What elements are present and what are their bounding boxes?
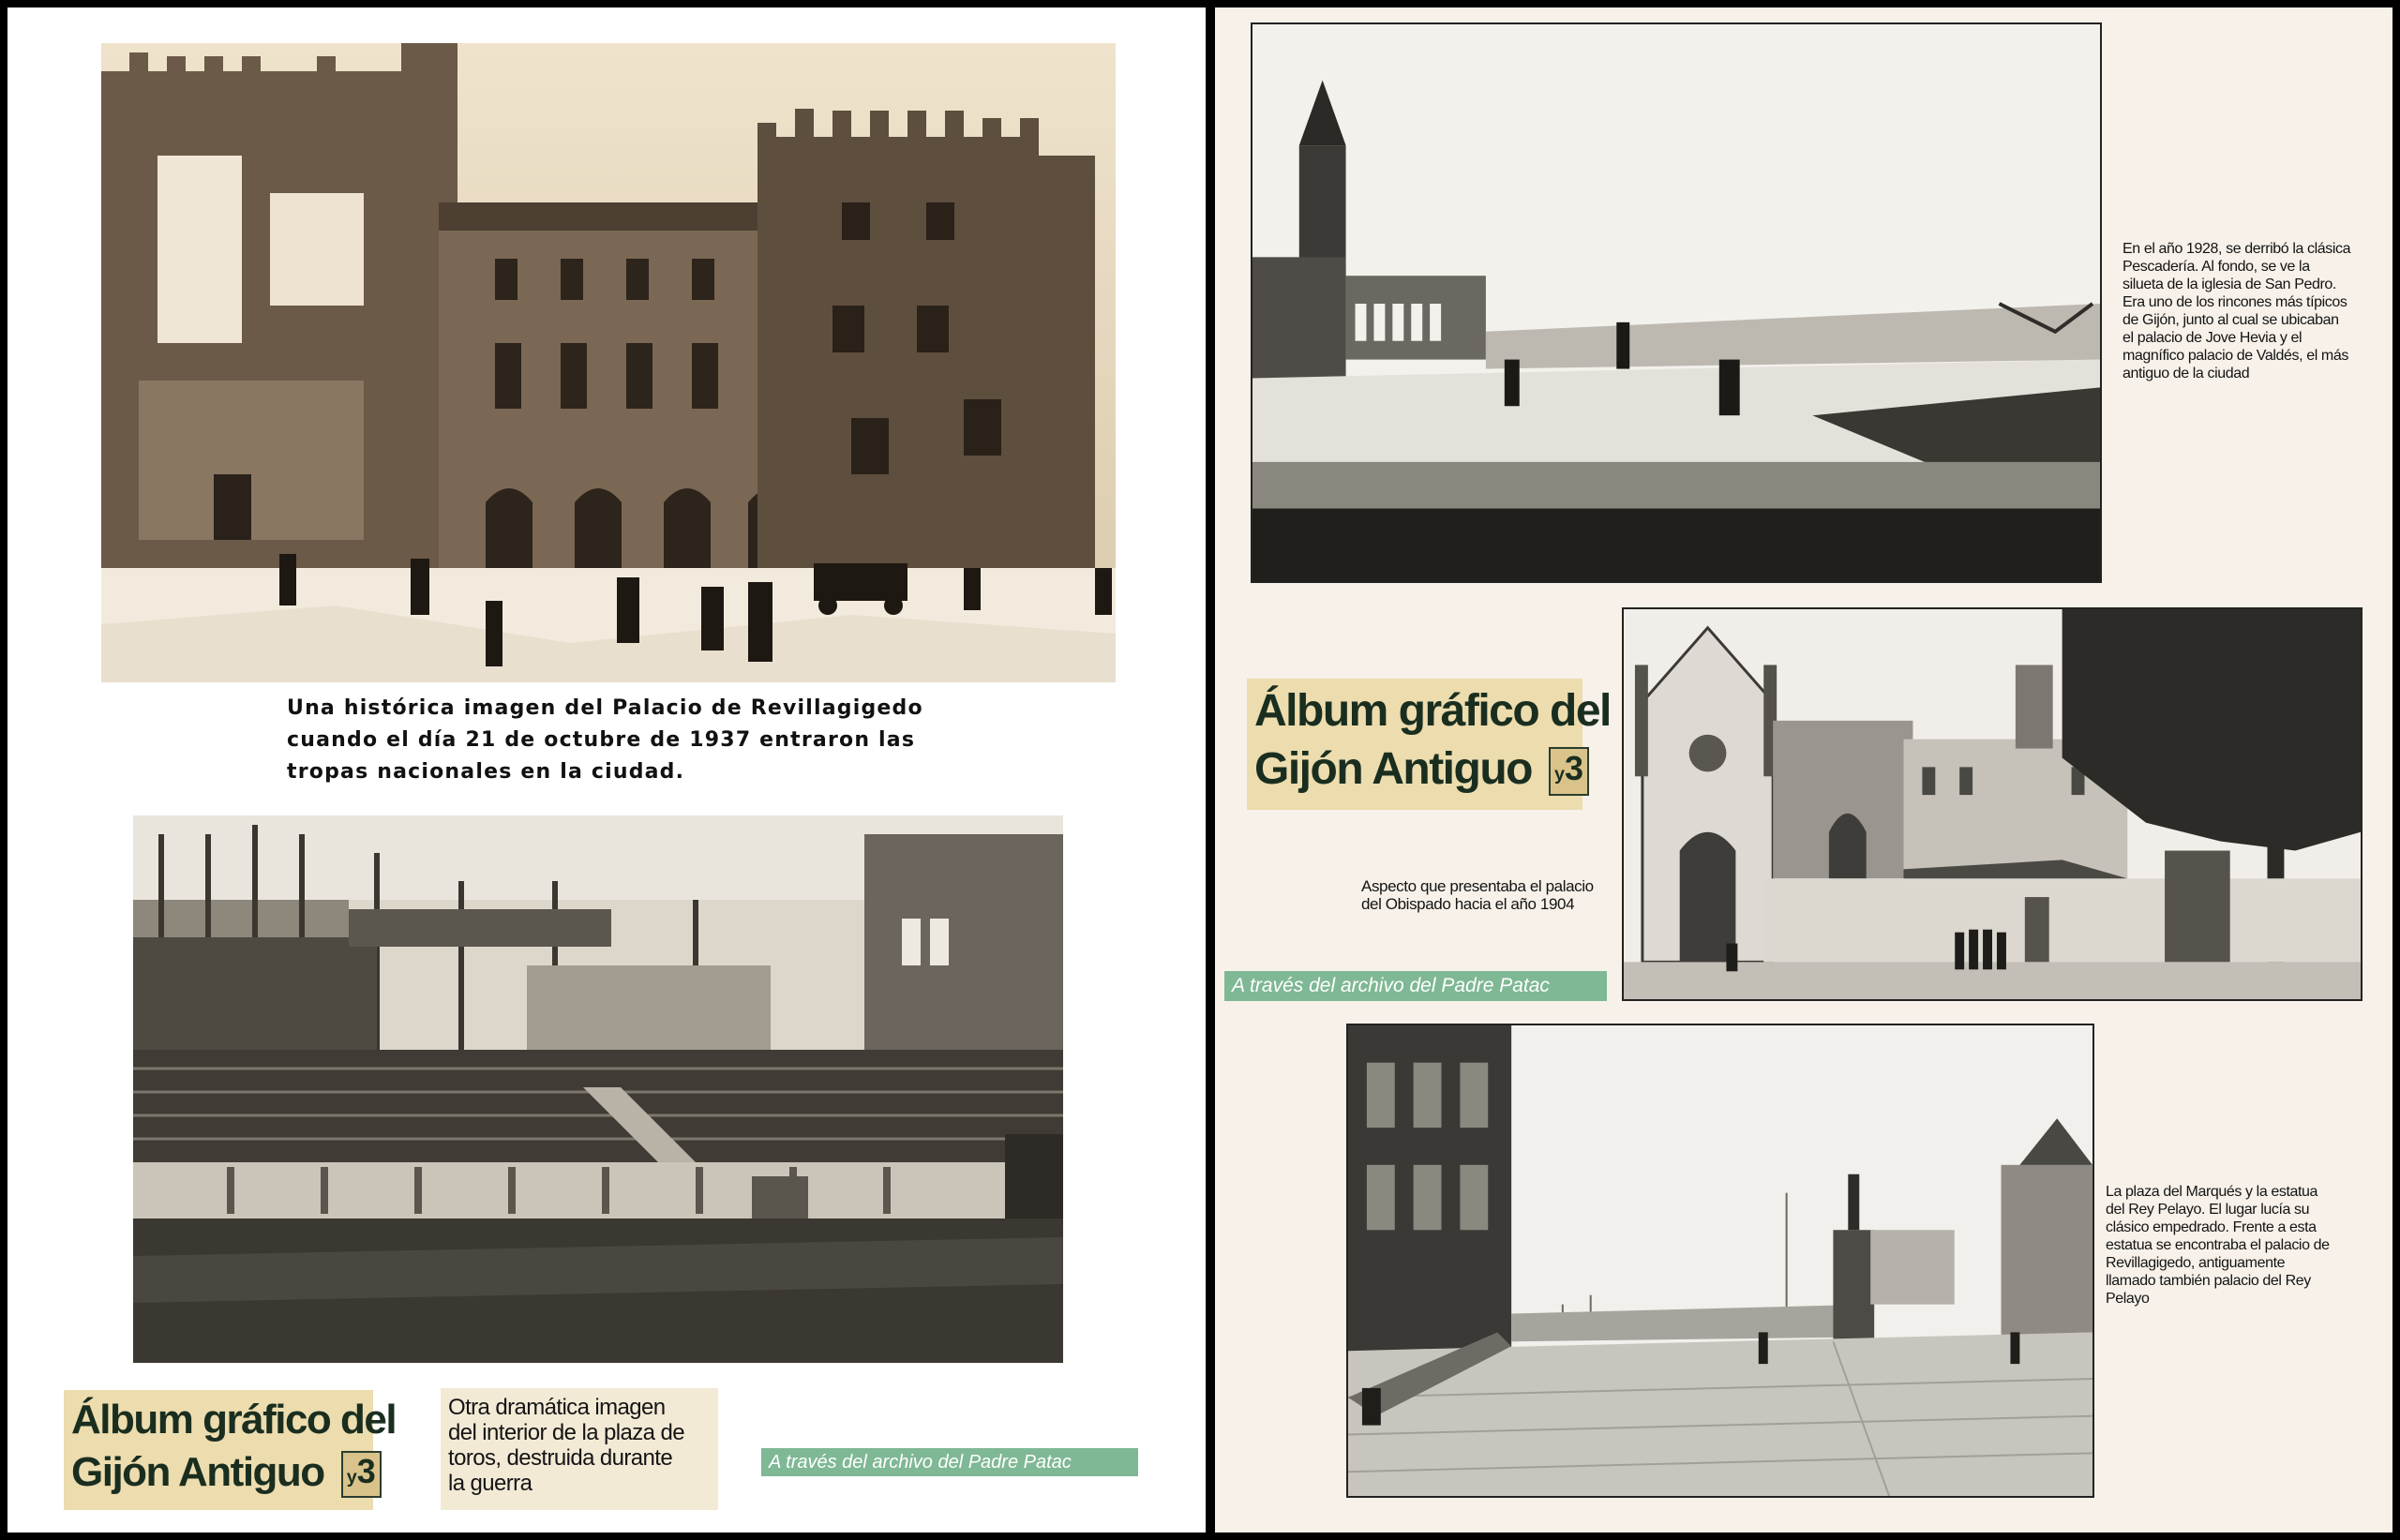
caption-plaza-de-toros: Otra dramática imagen del interior de la plaza de toros, destruida durante la guerra: [448, 1395, 684, 1496]
archive-label: A través del archivo del Padre Patac: [1224, 971, 1607, 1001]
right-newspaper-page: [1215, 7, 2392, 1533]
photo-pescaderia: [1251, 22, 2102, 583]
caption-plaza-del-marques: La plaza del Marqués y la estatua del Rey Pelayo. El lugar lucía su clásico empedrado. Frente a esta estatua se encontraba el palacio de Revillagigedo, antiguamente llamado también palacio del Rey Pelayo: [2106, 1184, 2330, 1307]
album-title-box: [64, 1390, 397, 1510]
photo-palacio-revillagigedo: [101, 43, 1116, 682]
album-title-line2: Gijón Antiguo: [1254, 744, 1532, 794]
photo-plaza-del-marques: [1346, 1024, 2094, 1498]
album-title-box: [1247, 679, 1611, 810]
issue-number-badge: y3: [341, 1451, 382, 1498]
archive-label: A través del archivo del Padre Patac: [761, 1448, 1138, 1476]
album-title-line2: Gijón Antiguo: [71, 1449, 324, 1495]
album-title-line1: Álbum gráfico del: [1254, 686, 1611, 736]
caption-palacio-obispado: Aspecto que presentaba el palacio del Obispado hacia el año 1904: [1361, 877, 1594, 913]
photo-palacio-obispado: [1622, 607, 2362, 1001]
issue-number-badge: y3: [1549, 747, 1589, 796]
album-title-line1: Álbum gráfico del: [71, 1397, 397, 1443]
photo-plaza-de-toros: [133, 815, 1063, 1363]
caption-pescaderia: En el año 1928, se derribó la clásica Pescadería. Al fondo, se ve la silueta de la iglesia de San Pedro. Era uno de los rincones más típicos de Gijón, junto al cual se ubicaban el palacio de Jove Hevia y el magnífico palacio de Valdés, el más antiguo de la ciudad: [2122, 241, 2351, 381]
left-newspaper-page: [8, 7, 1206, 1533]
caption-palacio-revillagigedo: Una histórica imagen del Palacio de Revillagigedo cuando el día 21 de octubre de 1937 entraron las tropas nacionales en la ciudad.: [287, 696, 923, 784]
